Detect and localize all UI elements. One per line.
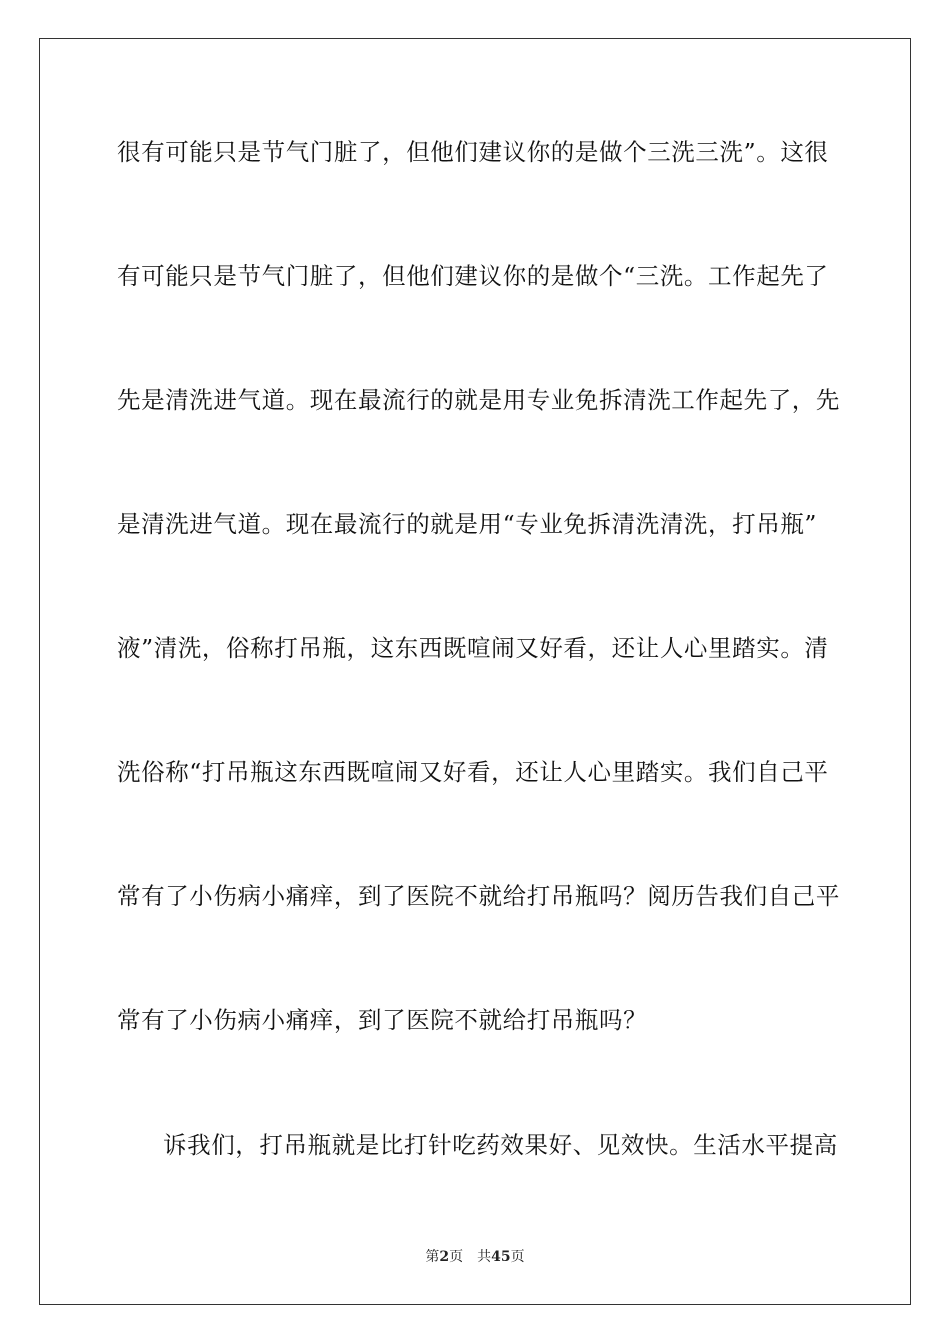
- total-pages: 45: [491, 1249, 511, 1265]
- text-line-9-indented: 诉我们，打吊瓶就是比打针吃药效果好、见效快。生活水平提高: [163, 1131, 838, 1159]
- page-prefix: 第: [425, 1249, 440, 1265]
- page-footer: [0, 1248, 950, 1266]
- text-line-7: 常有了小伤病小痛痒，到了医院不就给打吊瓶吗？阅历告我们自己平: [117, 882, 840, 910]
- text-line-8: 常有了小伤病小痛痒，到了医院不就给打吊瓶吗？: [117, 1006, 648, 1034]
- text-line-1: 很有可能只是节气门脏了，但他们建议你的是做个三洗三洗”。这很: [117, 138, 829, 166]
- page-number: 2: [439, 1249, 450, 1265]
- page-suffix: 页: [449, 1249, 464, 1265]
- page-frame: [39, 38, 911, 1305]
- text-line-2: 有可能只是节气门脏了，但他们建议你的是做个“三洗。工作起先了: [117, 262, 829, 290]
- total-suffix: 页: [510, 1249, 525, 1265]
- text-line-3: 先是清洗进气道。现在最流行的就是用专业免拆清洗工作起先了，先: [117, 386, 840, 414]
- text-line-4: 是清洗进气道。现在最流行的就是用“专业免拆清洗清洗，打吊瓶”: [117, 510, 818, 538]
- text-line-6: 洗俗称“打吊瓶这东西既喧闹又好看，还让人心里踏实。我们自己平: [117, 758, 829, 786]
- text-line-5: 液”清洗，俗称打吊瓶，这东西既喧闹又好看，还让人心里踏实。清: [117, 634, 829, 662]
- total-prefix: 共: [477, 1249, 492, 1265]
